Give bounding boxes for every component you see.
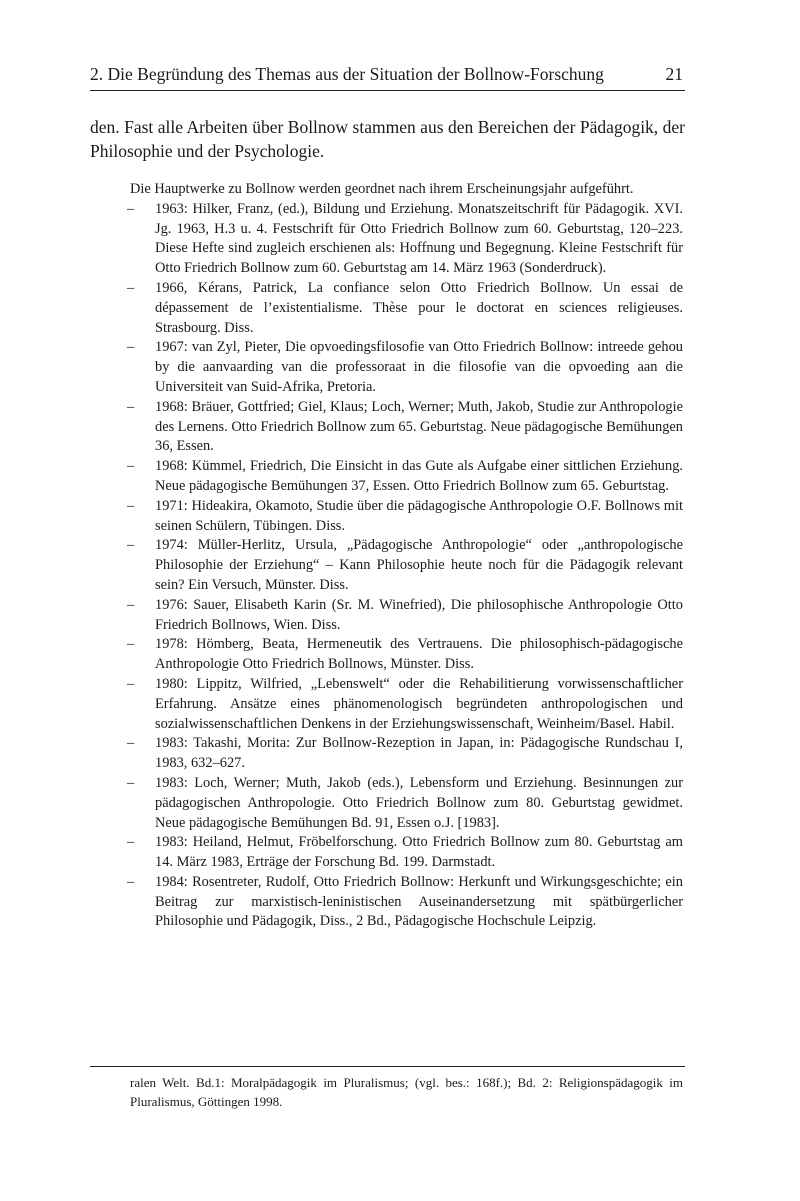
bibliography-entry-text: 1968: Bräuer, Gottfried; Giel, Klaus; Loch, Werner; Muth, Jakob, Studie zur Anthropologie des Lernens. Otto Friedrich Bollnow zum 65. Geburtstag. Neue pädagogische Bemühungen 36, Essen. bbox=[155, 398, 683, 455]
bibliography-entry bbox=[127, 833, 683, 873]
bibliography-entry-text: 1978: Hömberg, Beata, Hermeneutik des Vertrauens. Die philosophisch-pädagogische Anthropologie Otto Friedrich Bollnows, Münster. Diss. bbox=[155, 636, 683, 673]
running-head-title: 2. Die Begründung des Themas aus der Situation der Bollnow-Forschung bbox=[90, 64, 604, 84]
bibliography-entry-text: 1963: Hilker, Franz, (ed.), Bildung und Erziehung. Monatszeitschrift für Pädagogik. XVI. Jg. 1963, H.3 u. 4. Festschrift für Otto Friedrich Bollnow zum 60. Geburtstag, 120–223. Diese Hefte sind zugleich erschienen als: Hoffnung und Begegnung. Kleine Festschrift für Otto Friedrich Bollnow zum 60. Geburtstag am 14. März 1963 (Sonderdruck). bbox=[155, 200, 683, 277]
list-dash: – bbox=[127, 675, 135, 692]
list-dash: – bbox=[127, 834, 135, 851]
list-dash: – bbox=[127, 735, 135, 752]
bibliography-entry bbox=[127, 398, 683, 457]
bibliography-entry-text: 1983: Heiland, Helmut, Fröbelforschung. Otto Friedrich Bollnow zum 80. Geburtstag am 14. März 1983, Erträge der Forschung Bd. 199. Darmstadt. bbox=[155, 834, 683, 871]
bibliography-entry-text: 1967: van Zyl, Pieter, Die opvoedingsfilosofie van Otto Friedrich Bollnow: intreede gehou by die aanvaarding van die professoraat in die filosofie van die opvoeding aan die Universiteit van Suid-Afrika, Pretoria. bbox=[155, 339, 683, 395]
bibliography-entry bbox=[127, 279, 683, 338]
page-number: 21 bbox=[665, 64, 683, 84]
bibliography-entry-text: 1971: Hideakira, Okamoto, Studie über die pädagogische Anthropologie O.F. Bollnows mit seinen Schülern, Tübingen. Diss. bbox=[155, 497, 683, 534]
bibliography-entry bbox=[127, 596, 683, 636]
bibliography-entry bbox=[127, 774, 683, 833]
running-head bbox=[90, 62, 685, 91]
bibliography-entry-text: 1966, Kérans, Patrick, La confiance selon Otto Friedrich Bollnow. Un essai de dépassement de l’existentialisme. Thèse pour le doctorat en sciences religieuses. Strasbourg. Diss. bbox=[155, 279, 683, 336]
list-dash: – bbox=[127, 873, 135, 890]
bibliography-entry bbox=[127, 457, 683, 497]
bibliography-entry-text: 1968: Kümmel, Friedrich, Die Einsicht in das Gute als Aufgabe einer sittlichen Erziehung. Neue pädagogische Bemühungen 37, Essen. Otto Friedrich Bollnow zum 65. Geburtstag. bbox=[155, 458, 683, 494]
bibliography-block bbox=[127, 180, 683, 932]
bibliography-entry bbox=[127, 536, 683, 595]
list-dash: – bbox=[127, 339, 135, 356]
list-dash: – bbox=[127, 398, 135, 415]
bibliography-entry bbox=[127, 338, 683, 397]
bibliography-entry-text: 1984: Rosentreter, Rudolf, Otto Friedrich Bollnow: Herkunft und Wirkungsgeschichte; ein Beitrag zur marxistisch-leninistischen Auseinandersetzung mit spätbürgerlicher Philosophie und Pädagogik, Diss., 2 Bd., Pädagogische Hochschule Leipzig. bbox=[155, 873, 683, 930]
bibliography-entry-text: 1974: Müller-Herlitz, Ursula, „Pädagogische Anthropologie“ oder „anthropologische Philosophie der Erziehung“ – Kann Philosophie heute noch für die Pädagogik relevant sein? Ein Versuch, Münster. Diss. bbox=[155, 537, 683, 593]
bibliography-entry bbox=[127, 635, 683, 675]
body-paragraph: den. Fast alle Arbeiten über Bollnow stammen aus den Bereichen der Pädagogik, der Philosophie und der Psychologie. bbox=[90, 117, 685, 161]
footnote-divider bbox=[90, 1066, 685, 1067]
bibliography-list bbox=[127, 200, 683, 932]
bibliography-entry bbox=[127, 497, 683, 537]
bibliography-entry bbox=[127, 675, 683, 734]
bibliography-entry-text: 1983: Loch, Werner; Muth, Jakob (eds.), Lebensform und Erziehung. Besinnungen zur pädagogischen Anthropologie. Otto Friedrich Bollnow zum 80. Geburtstag gewidmet. Neue pädagogische Bemühungen Bd. 91, Essen o.J. [1983]. bbox=[155, 774, 683, 831]
list-dash: – bbox=[127, 774, 135, 791]
bibliography-entry bbox=[127, 873, 683, 932]
bibliography-entry-text: 1976: Sauer, Elisabeth Karin (Sr. M. Winefried), Die philosophische Anthropologie Otto Friedrich Bollnows, Wien. Diss. bbox=[155, 596, 683, 633]
list-dash: – bbox=[127, 458, 135, 475]
bibliography-entry bbox=[127, 734, 683, 774]
list-dash: – bbox=[127, 200, 135, 217]
bibliography-entry bbox=[127, 200, 683, 279]
bibliography-entry-text: 1980: Lippitz, Wilfried, „Lebenswelt“ oder die Rehabilitierung vorwissenschaftlicher Erfahrung. Ansätze eines phänomenologisch begründeten anthropologischen und sozialwissenschaftlichen Denkens in der Erziehungswissenschaft, Weinheim/Basel. Habil. bbox=[155, 675, 683, 732]
list-dash: – bbox=[127, 497, 135, 514]
footnote: ralen Welt. Bd.1: Moralpädagogik im Pluralismus; (vgl. bes.: 168f.); Bd. 2: Religionspädagogik im Pluralismus, Göttingen 1998. bbox=[130, 1075, 683, 1109]
list-dash: – bbox=[127, 636, 135, 653]
list-dash: – bbox=[127, 537, 135, 554]
bibliography-entry-text: 1983: Takashi, Morita: Zur Bollnow-Rezeption in Japan, in: Pädagogische Rundschau I, 1983, 632–627. bbox=[155, 735, 683, 772]
list-dash: – bbox=[127, 596, 135, 613]
list-dash: – bbox=[127, 279, 135, 296]
bibliography-intro: Die Hauptwerke zu Bollnow werden geordnet nach ihrem Erscheinungsjahr aufgeführt. bbox=[130, 181, 634, 197]
